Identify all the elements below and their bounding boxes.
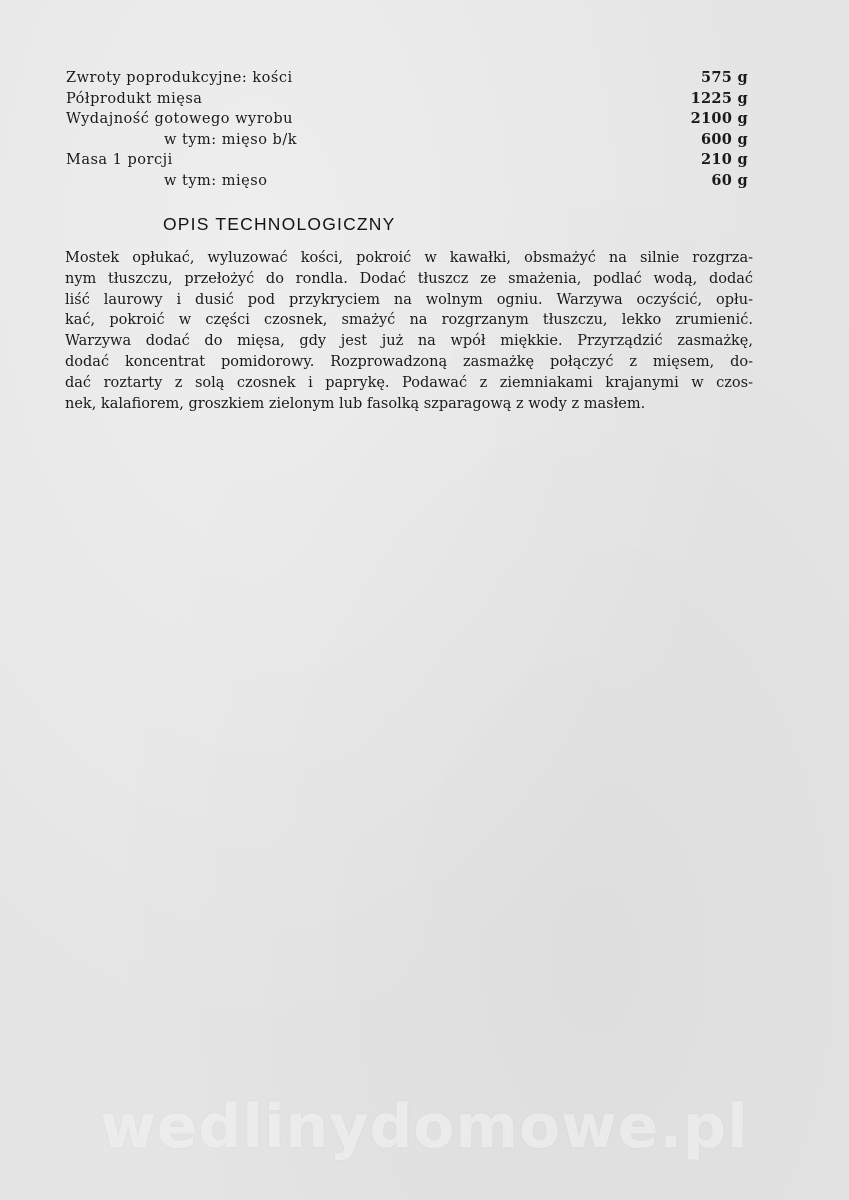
yield-label: Półprodukt mięsa: [66, 90, 203, 107]
yield-value: 1225 g: [690, 89, 748, 107]
yield-label: Masa 1 porcji: [66, 152, 173, 168]
yield-row-portion-mass: [66, 150, 752, 171]
yield-row-meat-semiproduct: [66, 89, 752, 110]
technology-description: [65, 248, 753, 414]
description-line: dodać koncentrat pomidorowy. Rozprowadzoną zasmażkę połączyć z mięsem, do-: [65, 353, 753, 370]
watermark: wedlinydomowe.pl: [100, 1092, 749, 1162]
yield-value: 60 g: [711, 171, 748, 189]
yield-label: w tym: mięso b/k: [164, 131, 297, 148]
yield-row-boneless-meat: [66, 130, 752, 151]
yield-table: [66, 68, 752, 191]
yield-label: w tym: mięso: [164, 172, 268, 189]
yield-value: 210 g: [701, 151, 748, 168]
yield-label: Zwroty poprodukcyjne: kości: [66, 70, 293, 86]
description-line: liść laurowy i dusić pod przykryciem na wolnym ogniu. Warzywa oczyścić, opłu-: [65, 291, 753, 308]
description-line: nym tłuszczu, przełożyć do rondla. Dodać tłuszcz ze smażenia, podlać wodą, dodać: [65, 270, 753, 287]
yield-row-portion-meat: [66, 171, 752, 192]
section-heading: OPIS TECHNOLOGICZNY: [163, 214, 396, 234]
yield-label: Wydajność gotowego wyrobu: [66, 111, 294, 127]
description-line: nek, kalafiorem, groszkiem zielonym lub fasolką szparagową z wody z masłem.: [65, 395, 646, 412]
description-line: kać, pokroić w części czosnek, smażyć na rozgrzanym tłuszczu, lekko zrumienić.: [65, 312, 753, 329]
yield-value: 2100 g: [690, 110, 748, 127]
description-line: Warzywa dodać do mięsa, gdy jest już na wpół miękkie. Przyrządzić zasmażkę,: [65, 333, 753, 350]
yield-row-bone-returns: [66, 68, 752, 89]
description-line: Mostek opłukać, wyluzować kości, pokroić w kawałki, obsmażyć na silnie rozgrza-: [65, 250, 753, 266]
yield-value: 575 g: [701, 69, 748, 86]
yield-row-finished-product: [66, 109, 752, 130]
description-line: dać roztarty z solą czosnek i paprykę. Podawać z ziemniakami krajanymi w czos-: [65, 374, 753, 391]
yield-value: 600 g: [701, 130, 748, 148]
